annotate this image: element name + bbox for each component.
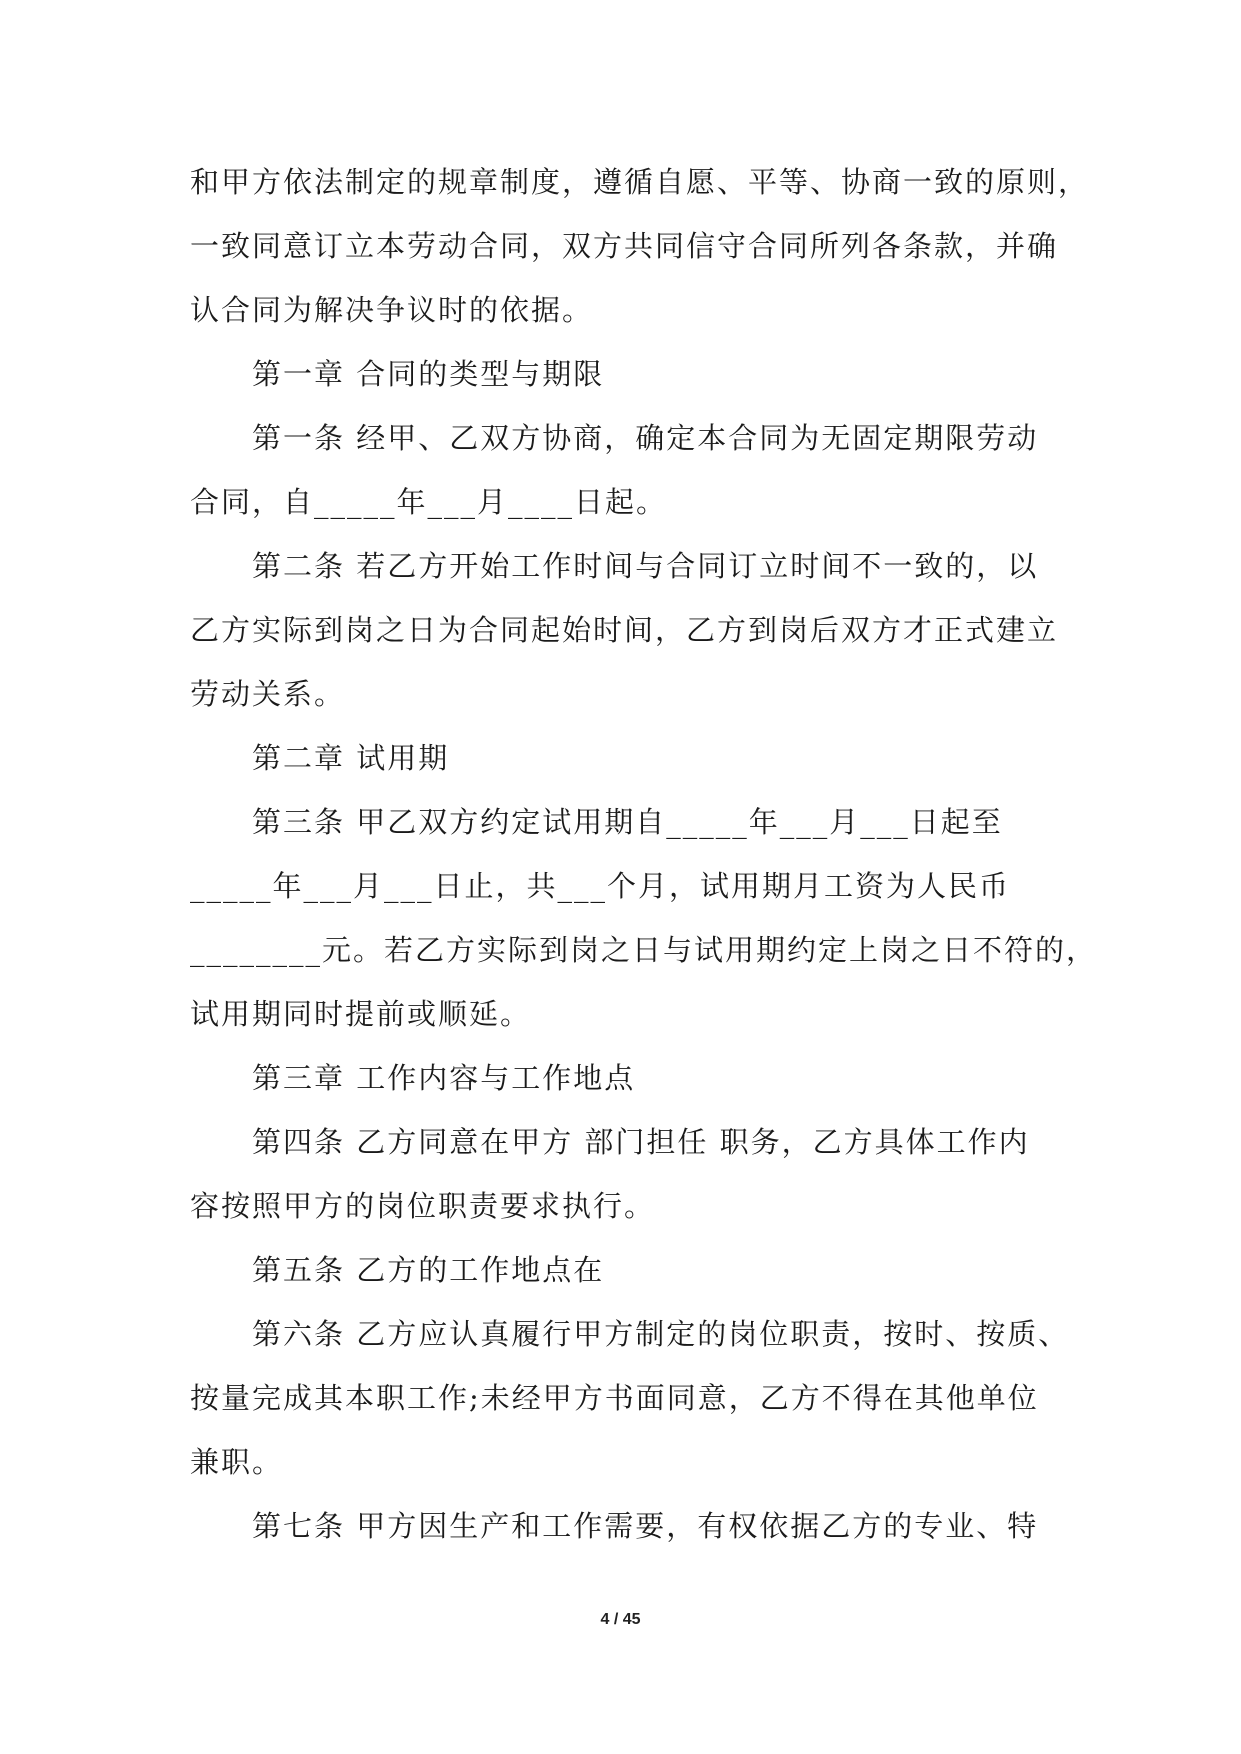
- article-6-line-3: 兼职。: [190, 1445, 284, 1479]
- article-1-line-2: 合同，自_____年___月____日起。: [190, 485, 668, 519]
- article-3-line-4: 试用期同时提前或顺延。: [190, 997, 532, 1031]
- chapter-2-heading: 第二章 试用期: [252, 741, 450, 775]
- article-3-line-2: _____年___月___日止，共___个月，试用期月工资为人民币: [190, 869, 1011, 903]
- article-6-line-1: 第六条 乙方应认真履行甲方制定的岗位职责，按时、按质、: [252, 1317, 1070, 1351]
- document-body: [190, 150, 1098, 1558]
- text-line-2: 一致同意订立本劳动合同，双方共同信守合同所列各条款，并确: [190, 229, 1059, 263]
- article-2-line-1: 第二条 若乙方开始工作时间与合同订立时间不一致的，以: [252, 549, 1039, 583]
- article-1-line-1: 第一条 经甲、乙双方协商，确定本合同为无固定期限劳动: [252, 421, 1039, 455]
- article-4-line-2: 容按照甲方的岗位职责要求执行。: [190, 1189, 656, 1223]
- article-3-line-1: 第三条 甲乙双方约定试用期自_____年___月___日起至: [252, 805, 1003, 839]
- chapter-1-heading: 第一章 合同的类型与期限: [252, 357, 605, 391]
- article-2-line-2: 乙方实际到岗之日为合同起始时间，乙方到岗后双方才正式建立: [190, 613, 1059, 647]
- article-2-line-3: 劳动关系。: [190, 677, 346, 711]
- article-4-line-1: 第四条 乙方同意在甲方 部门担任 职务，乙方具体工作内: [252, 1125, 1030, 1159]
- chapter-3-heading: 第三章 工作内容与工作地点: [252, 1061, 636, 1095]
- text-line-3: 认合同为解决争议时的依据。: [190, 293, 594, 327]
- article-6-line-2: 按量完成其本职工作;未经甲方书面同意，乙方不得在其他单位: [190, 1381, 1039, 1415]
- article-7-line-1: 第七条 甲方因生产和工作需要，有权依据乙方的专业、特: [252, 1509, 1039, 1543]
- article-5-line-1: 第五条 乙方的工作地点在: [252, 1253, 605, 1287]
- page-number: 4 / 45: [600, 1611, 641, 1628]
- text-line-1: 和甲方依法制定的规章制度，遵循自愿、平等、协商一致的原则，: [190, 165, 1090, 199]
- article-3-line-3: ________元。若乙方实际到岗之日与试用期约定上岗之日不符的，: [190, 933, 1098, 967]
